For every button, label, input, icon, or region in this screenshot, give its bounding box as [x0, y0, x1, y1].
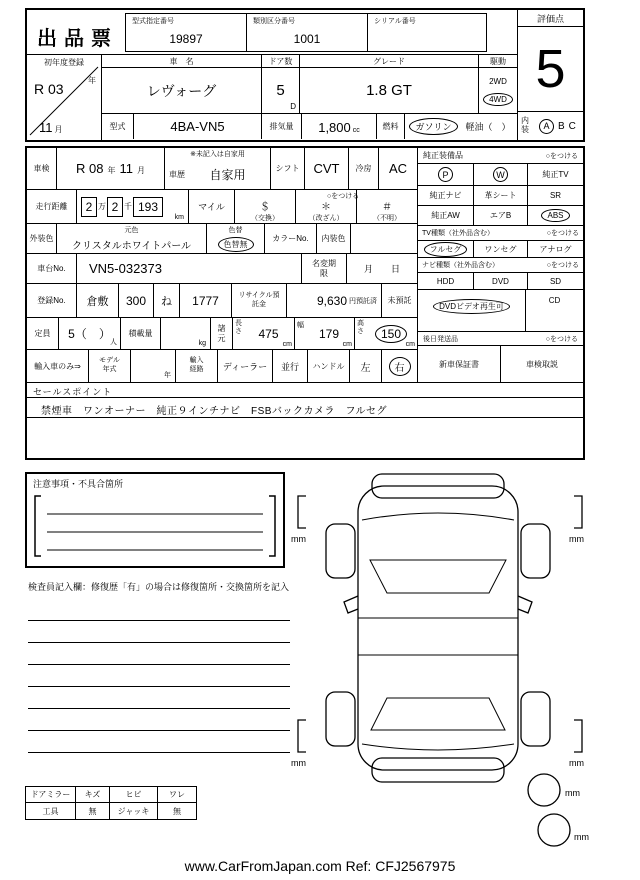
capacity-unit: 人: [110, 339, 117, 346]
doors-cell: [262, 68, 300, 113]
model-code-label: 型式: [102, 114, 134, 139]
tv-oneseg: ワンセグ: [474, 241, 528, 257]
drive-4wd: 4WD: [485, 95, 511, 104]
later-shipment-header: [418, 332, 583, 346]
tv-type-header-label: TV種類（社外品含む）: [422, 230, 494, 237]
reg-no-number: 1777: [180, 284, 232, 317]
navi-type-row: [418, 273, 583, 290]
mileage-num: 193: [133, 197, 163, 217]
original-color-label: 元色: [124, 227, 139, 234]
equip-row-2: [418, 186, 583, 206]
drive-2wd: 2WD: [489, 77, 507, 86]
equip-alloy-wheels: 純正AW: [418, 206, 474, 225]
fuel-gasoline: ガソリン: [411, 120, 455, 133]
width-value: 179: [318, 326, 340, 341]
navi-hdd: HDD: [418, 273, 474, 289]
reg-no-class: 300: [119, 284, 154, 317]
model-year-unit: 年: [164, 372, 171, 379]
left-mirror: [344, 596, 358, 613]
car-name-label: 車 名: [102, 55, 262, 67]
first-reg-era: R 03: [34, 81, 64, 97]
equip-tv: 純正TV: [542, 170, 569, 179]
classification-cell: [247, 14, 368, 51]
length-value: 475: [258, 326, 279, 341]
mile-opt2-note: （改ざん）: [308, 215, 344, 222]
navi-type-header-note: ○をつける: [546, 262, 579, 269]
notes-box: [25, 472, 285, 568]
tv-type-row: [418, 241, 583, 258]
interior-color-label: 内装色: [317, 224, 351, 253]
inspector-section: [28, 580, 328, 753]
recolor-value: 色替無: [220, 239, 252, 250]
footer-text: www.CarFromJapan.com Ref: CFJ2567975: [184, 858, 456, 874]
fuel-options: [405, 114, 517, 139]
mm-label: mm: [291, 758, 306, 768]
close-bracket-icon: [269, 496, 275, 556]
reg-no-label: 登録No.: [27, 284, 77, 317]
history-label: 車歴: [169, 169, 185, 179]
score-value: 5: [518, 27, 583, 112]
recolor-cell: [207, 224, 265, 253]
break-label: ワレ: [169, 790, 185, 799]
later-shipment-note: ○をつける: [545, 335, 578, 343]
height-label: 高さ: [357, 320, 364, 336]
shaken-manual: 車検取説: [526, 359, 558, 369]
jack-value: 無: [173, 806, 181, 816]
interior-grade-c: C: [568, 120, 576, 132]
mileage-man-unit: 万: [98, 202, 106, 211]
crack-label: ヒビ: [110, 787, 158, 802]
mile-label: マイル: [189, 190, 235, 223]
mileage-label: 走行距離: [27, 190, 77, 223]
interior-grade-a: A: [539, 119, 554, 134]
media-row: [418, 290, 583, 332]
capacity-value: 5（ ）: [68, 327, 111, 341]
mm-label: mm: [291, 534, 306, 544]
mile-opt1-symbol: ＄: [260, 202, 270, 213]
length-unit: cm: [282, 341, 292, 348]
row-mileage: [27, 190, 417, 224]
exterior-color-label: 外装色: [27, 224, 57, 253]
model-year-value: [131, 350, 176, 382]
equip-airbag: エアB: [474, 206, 528, 225]
equip-leather-seat: 革シート: [474, 186, 528, 205]
equip-abs: ABS: [543, 211, 567, 220]
mile-opt-unknown: [357, 190, 417, 223]
interior-grade-b: B: [558, 120, 565, 132]
first-reg-month-group: [39, 120, 63, 135]
hood-line: [362, 513, 514, 520]
load-unit: kg: [198, 340, 206, 347]
navi-sd: SD: [549, 276, 562, 286]
grade-label: グレード: [300, 55, 479, 67]
write-line: [28, 643, 290, 665]
row-chassis: [27, 254, 417, 284]
media-cd: CD: [548, 296, 561, 305]
serial-cell: [368, 14, 486, 51]
equip-header-note: ○をつける: [545, 152, 578, 160]
tool-value: 無: [76, 803, 110, 819]
mirror-tool-table: [25, 786, 197, 820]
score-label: 評価点: [518, 10, 583, 27]
row-spec: [27, 318, 417, 350]
equip-header-label: 純正装備品: [423, 151, 463, 160]
measure-circle-2: [538, 814, 570, 846]
height-value: 150: [377, 327, 405, 341]
inspector-title: 検査員記入欄：修復歴「有」の場合は修復箇所・交換箇所を記入: [28, 582, 290, 592]
recycle-label: リサイクル預託金: [232, 284, 287, 317]
equip-sunroof: SR: [549, 191, 562, 200]
top-rows-2-3: [27, 55, 517, 140]
row-shaken: [27, 148, 417, 190]
recycle-not-deposited: 未預託: [387, 296, 412, 305]
first-reg-month: 11: [39, 120, 53, 135]
rear-window: [371, 698, 505, 730]
chassis-value: VN5-032373: [77, 254, 302, 283]
width-label: 幅: [297, 322, 304, 329]
sales-section: [27, 382, 583, 458]
main-form: [25, 146, 585, 460]
mileage-sen-unit: 千: [124, 202, 132, 211]
sales-label: セールスポイント: [27, 383, 583, 398]
tv-fullseg: フルセグ: [426, 244, 466, 255]
open-bracket-icon: [35, 496, 41, 556]
later-shipment-label: 後日発送品: [423, 335, 458, 343]
color-no-label: カラーNo.: [265, 224, 317, 253]
mm-label: mm: [574, 832, 589, 842]
tv-type-header-note: ○をつける: [546, 230, 579, 237]
height-unit: cm: [405, 341, 415, 348]
write-line: [28, 731, 290, 753]
recolor-label: 色替: [228, 227, 243, 234]
write-line: [28, 621, 290, 643]
model-designation-value: 19897: [169, 31, 203, 46]
top-row-3: [102, 114, 517, 139]
front-right-wheel: [521, 524, 550, 578]
spec-length-cell: [233, 318, 295, 349]
drive-options: [479, 68, 517, 113]
fuel-diesel: 軽油（ ）: [465, 122, 511, 132]
displacement-label: 排気量: [262, 114, 302, 139]
scratch-label: キズ: [76, 787, 110, 802]
interior-color-value: [351, 224, 417, 253]
navi-dvd: DVD: [474, 273, 528, 289]
mileage-unit: km: [174, 214, 184, 221]
classification-value: 1001: [293, 31, 321, 46]
recycle-amount: 9,630: [316, 293, 347, 308]
main-right: [417, 148, 583, 382]
grade-value: 1.8 GT: [300, 68, 479, 113]
warranty-row: [418, 346, 583, 382]
score-column: [517, 10, 583, 140]
shaken-month-suffix: 月: [136, 166, 145, 175]
front-left-wheel: [326, 524, 355, 578]
mileage-man: 2: [81, 197, 97, 217]
car-body: [358, 486, 518, 770]
reg-no-kana: ね: [154, 284, 180, 317]
chassis-label: 車台No.: [27, 254, 77, 283]
history-cell: [165, 148, 271, 189]
handle-left: 左: [350, 350, 382, 382]
route-dealer: ディーラー: [218, 350, 273, 382]
trunk-line: [362, 744, 514, 750]
classification-label: 類別区分番号: [253, 18, 295, 25]
mile-opt2-symbol: ＊: [321, 202, 331, 213]
import-route-label: 輸入経路: [176, 350, 218, 382]
mileage-sen: 2: [107, 197, 123, 217]
inspector-lines: [28, 599, 290, 753]
history-value: 自家用: [209, 167, 246, 182]
handle-right: 右: [391, 359, 409, 374]
doors-value: 5: [276, 82, 285, 99]
car-top-view-diagram: [286, 468, 594, 856]
tread-bracket-br: [574, 720, 582, 752]
notes-title: 注意事項・不具合箇所: [33, 479, 124, 489]
shaken-label: 車検: [27, 148, 57, 189]
handle-label: ハンドル: [308, 350, 350, 382]
tread-bracket-tr: [574, 496, 582, 528]
model-year-label: モデル年式: [89, 350, 131, 382]
equip-header: [418, 148, 583, 164]
rear-right-wheel: [521, 692, 550, 746]
reg-no-area: 倉敷: [77, 284, 119, 317]
mile-opt3-symbol: ＃: [382, 202, 392, 213]
first-registration-cell: [27, 55, 102, 140]
name-change-label: 名変期限: [302, 254, 347, 283]
shaken-year-suffix: 年: [107, 166, 116, 175]
width-unit: cm: [342, 341, 352, 348]
rear-left-wheel: [326, 692, 355, 746]
capacity-label: 定員: [27, 318, 59, 349]
model-designation-cell: [126, 14, 247, 51]
doors-label: ドア数: [262, 55, 300, 67]
route-parallel: 並行: [273, 350, 308, 382]
exterior-color-value: クリスタルホワイトパール: [71, 240, 192, 252]
write-line: [28, 709, 290, 731]
import-only-label: 輸入車のみ⇒: [27, 350, 89, 382]
first-reg-month-suffix: 月: [54, 125, 63, 134]
displacement-unit: cc: [352, 127, 360, 134]
mm-label: mm: [569, 534, 584, 544]
write-line: [28, 665, 290, 687]
name-change-value: 月 日: [363, 264, 400, 274]
top-form: [25, 8, 585, 142]
load-value-cell: [161, 318, 211, 349]
navi-type-header-label: ナビ種類（社外品含む）: [422, 262, 499, 269]
original-color-cell: [57, 224, 207, 253]
navi-type-header: [418, 258, 583, 273]
model-designation-label: 型式指定番号: [132, 18, 174, 25]
shift-label: シフト: [271, 148, 305, 189]
equip-row-1: [418, 164, 583, 186]
equip-power-window: W: [493, 167, 508, 182]
tread-bracket-tl: [298, 496, 306, 528]
sales-text: 禁煙車 ワンオーナー 純正９インチナビ FSBバックカメラ フルセグ: [27, 398, 583, 418]
aircon-value: AC: [388, 161, 408, 176]
displacement-cell: [302, 114, 377, 139]
mile-opt-exchange: [235, 190, 296, 223]
tv-analog: アナログ: [539, 244, 572, 254]
displacement-value: 1,800: [318, 120, 351, 135]
equip-navi: 純正ナビ: [418, 186, 474, 205]
row-color: [27, 224, 417, 254]
doors-sub: D: [290, 102, 296, 111]
top-label-strip: [102, 55, 517, 68]
jack-label: ジャッキ: [110, 803, 158, 819]
load-label: 積載量: [121, 318, 161, 349]
row-registration: [27, 284, 417, 318]
tool-label: 工具: [26, 803, 76, 819]
top-form-left: [27, 10, 517, 140]
new-car-warranty: 新車保証書: [418, 346, 501, 382]
mile-note: ○をつける: [327, 193, 360, 200]
capacity-value-cell: [59, 318, 121, 349]
sheet-title: 出品票: [37, 28, 118, 50]
spec-height-cell: [355, 318, 417, 349]
measure-circle-1: [528, 774, 560, 806]
equip-power-steering: P: [438, 167, 453, 182]
shift-value: CVT: [305, 148, 349, 189]
mirror-row: [26, 787, 196, 803]
fuel-label: 燃料: [377, 114, 405, 139]
equip-row-3: [418, 206, 583, 226]
mile-opt3-note: （不明）: [373, 215, 401, 222]
dvd-video-playable: DVDビデオ再生可: [435, 301, 508, 312]
notes-write-area: [27, 490, 283, 566]
history-note: ※未記入は自家用: [190, 151, 245, 158]
first-reg-year-suffix: 年: [88, 76, 96, 85]
shaken-month: 11: [119, 161, 133, 176]
top-row-1: [27, 10, 517, 55]
main-left: [27, 148, 417, 382]
tv-type-header: [418, 226, 583, 241]
mm-label: mm: [569, 758, 584, 768]
right-mirror: [518, 596, 532, 613]
shaken-value: [57, 148, 165, 189]
row-import: [27, 350, 417, 382]
aircon-label: 冷房: [349, 148, 379, 189]
spec-label: 諸元: [211, 318, 233, 349]
windshield: [370, 560, 506, 593]
recycle-value-cell: [287, 284, 382, 317]
mileage-value-cell: [77, 190, 189, 223]
door-mirror-label: ドアミラー: [26, 787, 76, 802]
serial-value: [368, 26, 486, 51]
spec-width-cell: [295, 318, 355, 349]
mm-label: mm: [565, 788, 580, 798]
length-label: 長さ: [235, 320, 242, 336]
write-line: [28, 687, 290, 709]
recycle-deposited: 円預託済: [349, 297, 377, 305]
first-reg-label: 初年度登録: [44, 58, 84, 67]
mile-opt1-note: （交換）: [251, 215, 279, 222]
interior-label: 内装: [521, 116, 529, 134]
drive-label: 駆動: [490, 56, 506, 66]
tread-bracket-bl: [298, 720, 306, 752]
model-code-value: 4BA-VN5: [134, 114, 262, 139]
car-name-value: レヴォーグ: [102, 68, 262, 113]
write-line: [28, 599, 290, 621]
mile-section: [189, 190, 417, 223]
serial-label: シリアル番号: [374, 18, 416, 25]
top-value-row: [102, 68, 517, 114]
designation-number-box: [125, 13, 487, 52]
interior-grade-row: [518, 112, 583, 140]
shaken-era: R 08: [76, 161, 104, 176]
tool-row: [26, 803, 196, 819]
